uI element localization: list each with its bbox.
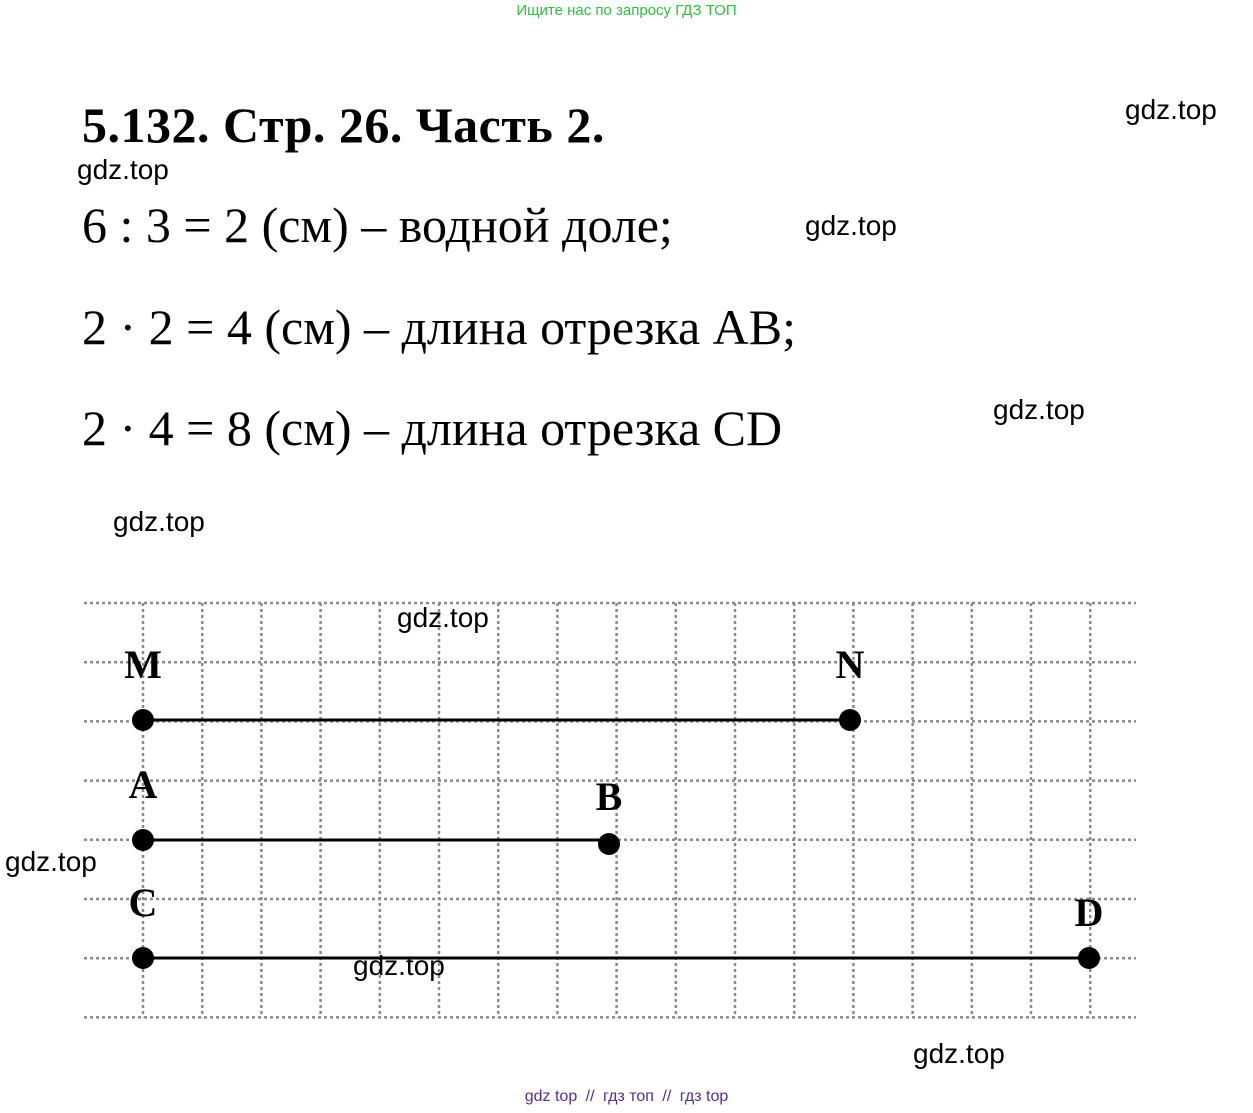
- page-title: 5.132. Стр. 26. Часть 2.: [82, 97, 605, 153]
- watermark: gdz.top: [1125, 94, 1217, 125]
- point-n: [839, 709, 861, 731]
- watermark: gdz.top: [397, 602, 489, 633]
- point-label-b: B: [595, 774, 623, 819]
- point-a: [132, 829, 154, 851]
- solution-line-3: 2 · 4 = 8 (см) – длина отрезка CD: [82, 400, 783, 456]
- watermark: gdz.top: [913, 1038, 1005, 1069]
- point-label-a: A: [128, 762, 158, 807]
- watermark: gdz.top: [5, 846, 97, 877]
- watermark: gdz.top: [77, 154, 169, 185]
- link-gdz-top[interactable]: gdz top: [524, 1088, 578, 1105]
- search-banner[interactable]: Ищите нас по запросу ГДЗ ТОП: [516, 2, 737, 19]
- watermark: gdz.top: [993, 394, 1085, 425]
- point-label-c: C: [128, 880, 158, 925]
- point-b: [598, 833, 620, 855]
- link-gdz-top-mixed[interactable]: гдз top: [679, 1088, 729, 1105]
- point-d: [1078, 947, 1100, 969]
- watermark: gdz.top: [353, 950, 445, 981]
- solution-line-1: 6 : 3 = 2 (см) – водной доле;: [82, 197, 673, 253]
- point-m: [132, 709, 154, 731]
- point-label-m: M: [124, 642, 162, 687]
- link-separator: //: [585, 1088, 595, 1105]
- watermark: gdz.top: [113, 506, 205, 537]
- bottom-links: [0, 1088, 1253, 1106]
- solution-line-2: 2 · 2 = 4 (см) – длина отрезка АВ;: [82, 299, 797, 355]
- link-gdz-top-ru[interactable]: гдз топ: [603, 1088, 654, 1105]
- point-c: [132, 947, 154, 969]
- link-separator: //: [662, 1088, 672, 1105]
- point-label-n: N: [835, 642, 865, 687]
- point-labels: [124, 642, 1103, 935]
- watermark: gdz.top: [805, 210, 897, 241]
- point-label-d: D: [1074, 890, 1104, 935]
